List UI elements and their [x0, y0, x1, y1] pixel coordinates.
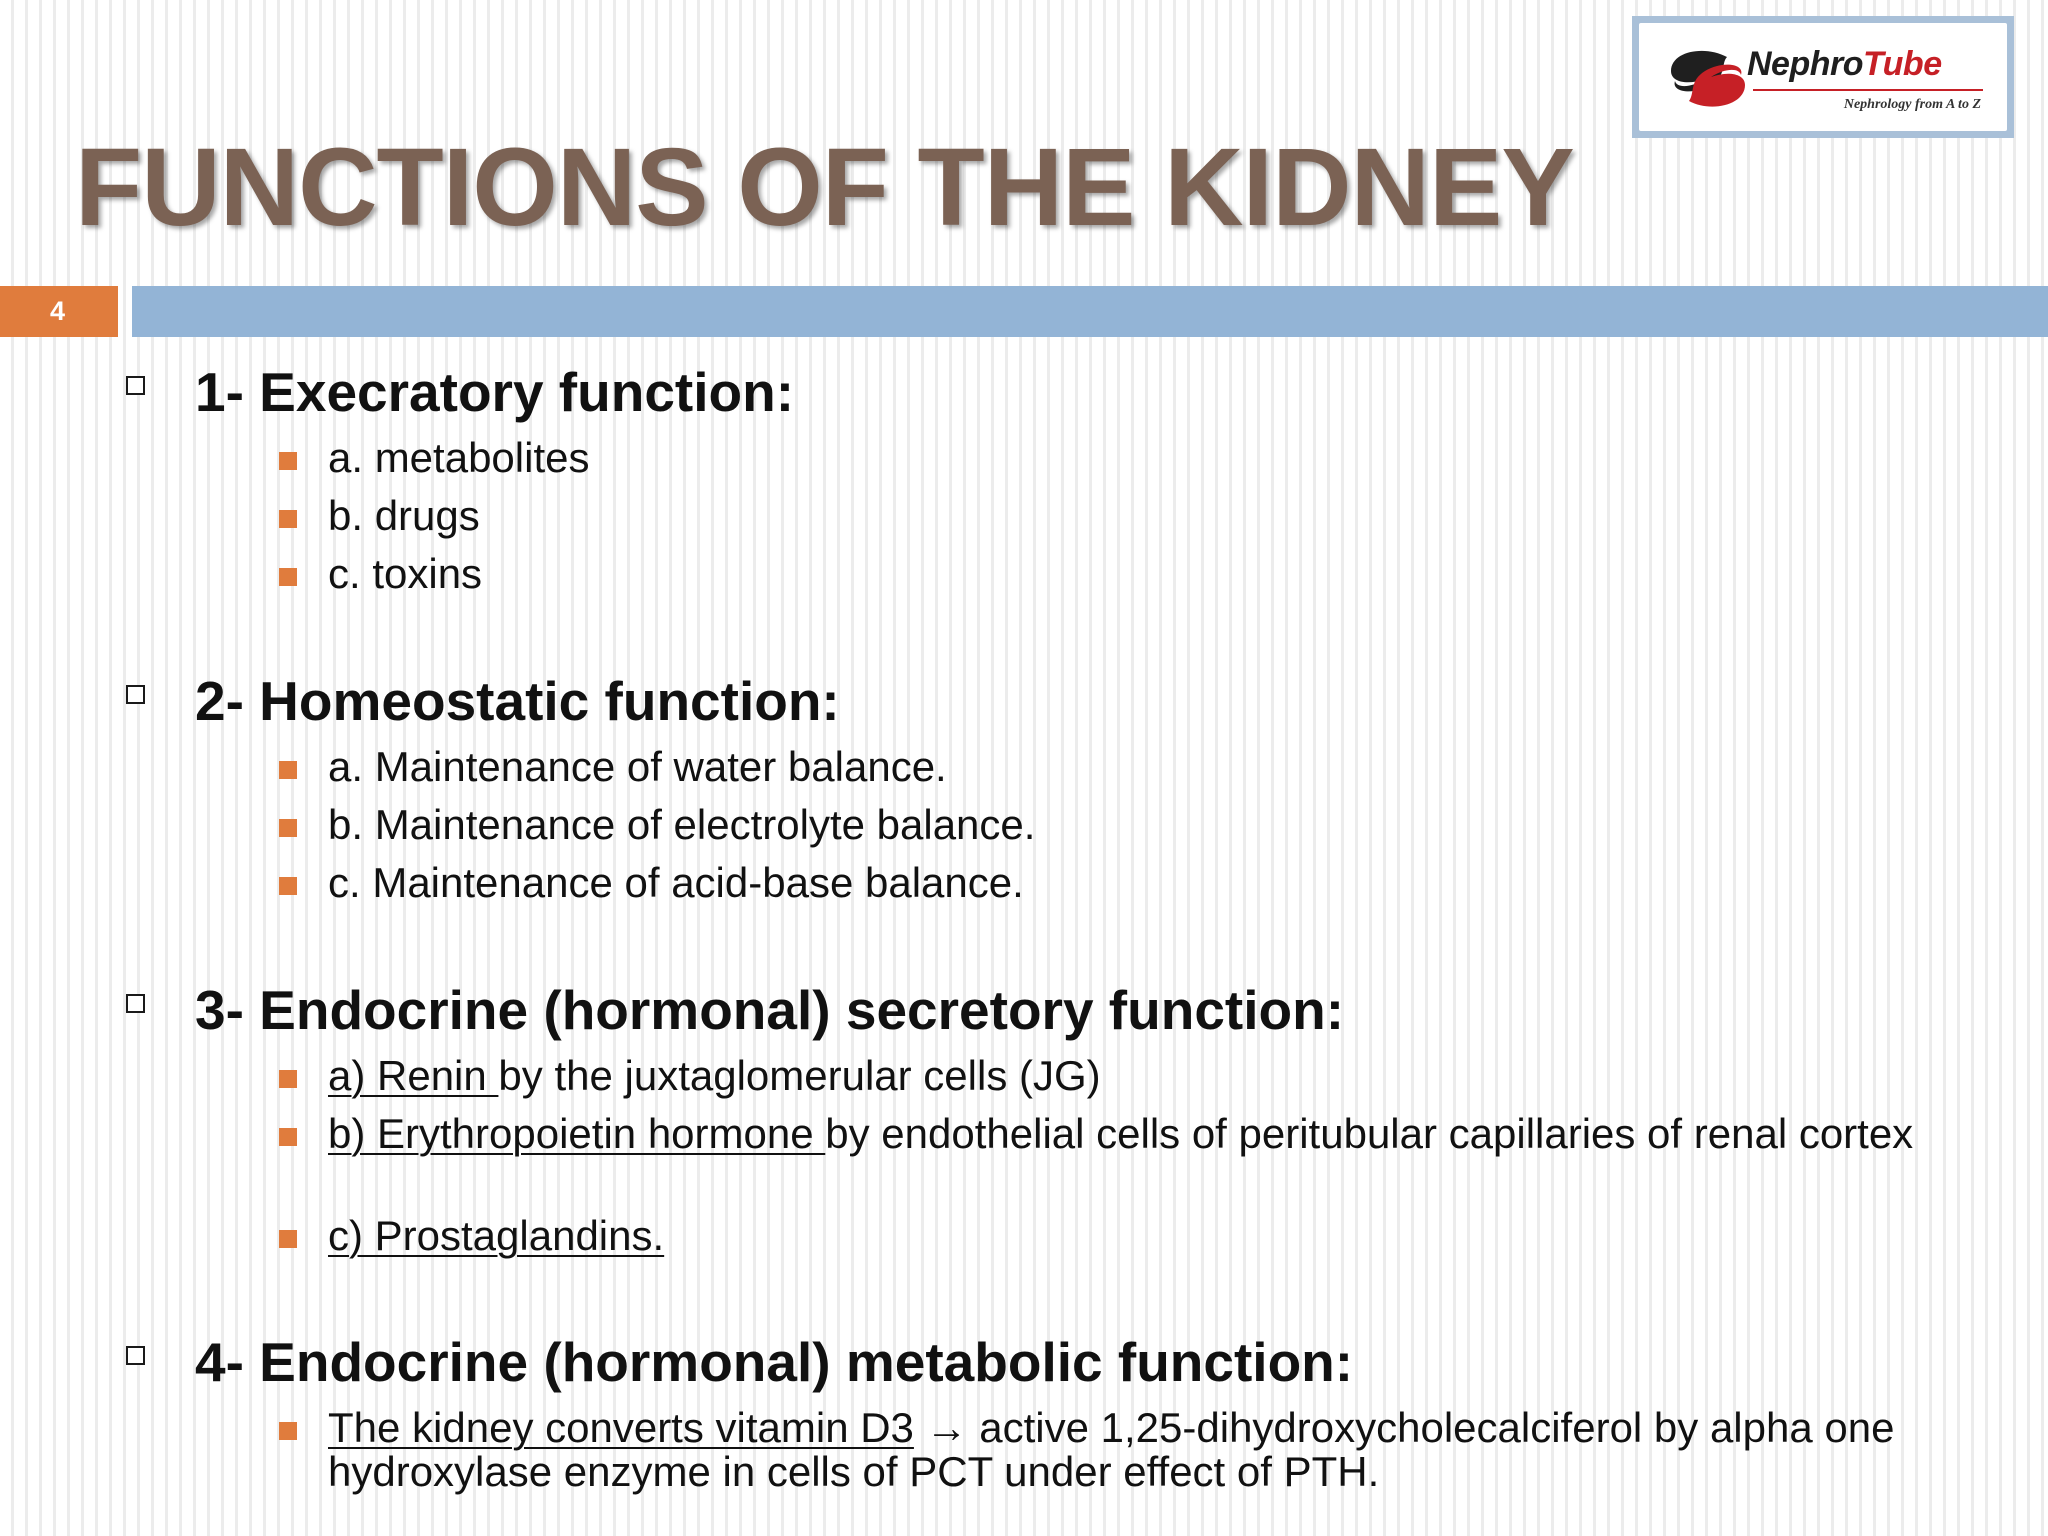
slide-content: 1- Execratory function: a. metabolites b. drugs c. toxins 2- Homeostatic function: a. Maintenance of water balance. b. Maintenance of electrolyte balance. c. Maintenance of acid-base balance. 3- Endocrine (hormonal) secretory function: a) Renin by the juxtaglomerular cells (JG) b) Erythropoietin hormone by endothelial cells of peritubular capillaries of renal cortex c) Prostaglandins. 4- Endocrine (hormonal) metabolic function: The kidney converts vitamin D3 → active 1,25-dihydroxycholecalciferol by alpha one hydroxylase enzyme in cells of PCT under effect of PTH.: [0, 0, 2048, 1536]
square-bullet-icon: [279, 877, 297, 895]
square-bullet-icon: [279, 1070, 297, 1088]
square-bullet-icon: [279, 568, 297, 586]
hollow-square-bullet-icon: [126, 994, 145, 1013]
square-bullet-icon: [279, 761, 297, 779]
square-bullet-icon: [279, 1128, 297, 1146]
hollow-square-bullet-icon: [126, 685, 145, 704]
underlined-term: The kidney converts vitamin D3: [328, 1404, 914, 1451]
square-bullet-icon: [279, 819, 297, 837]
underlined-term: a) Renin: [328, 1052, 499, 1099]
square-bullet-icon: [279, 452, 297, 470]
slide-title: FUNCTIONS OF THE KIDNEY: [75, 126, 1574, 249]
square-bullet-icon: [279, 1422, 297, 1440]
square-bullet-icon: [279, 510, 297, 528]
page-number: 4: [0, 286, 118, 337]
underlined-term: c) Prostaglandins.: [328, 1212, 665, 1259]
hollow-square-bullet-icon: [126, 1346, 145, 1365]
logo-tagline: Nephrology from A to Z: [1843, 97, 1981, 112]
underlined-term: b) Erythropoietin hormone: [328, 1110, 826, 1157]
square-bullet-icon: [279, 1230, 297, 1248]
logo-name: NephroTube: [1747, 45, 1942, 83]
hollow-square-bullet-icon: [126, 376, 145, 395]
